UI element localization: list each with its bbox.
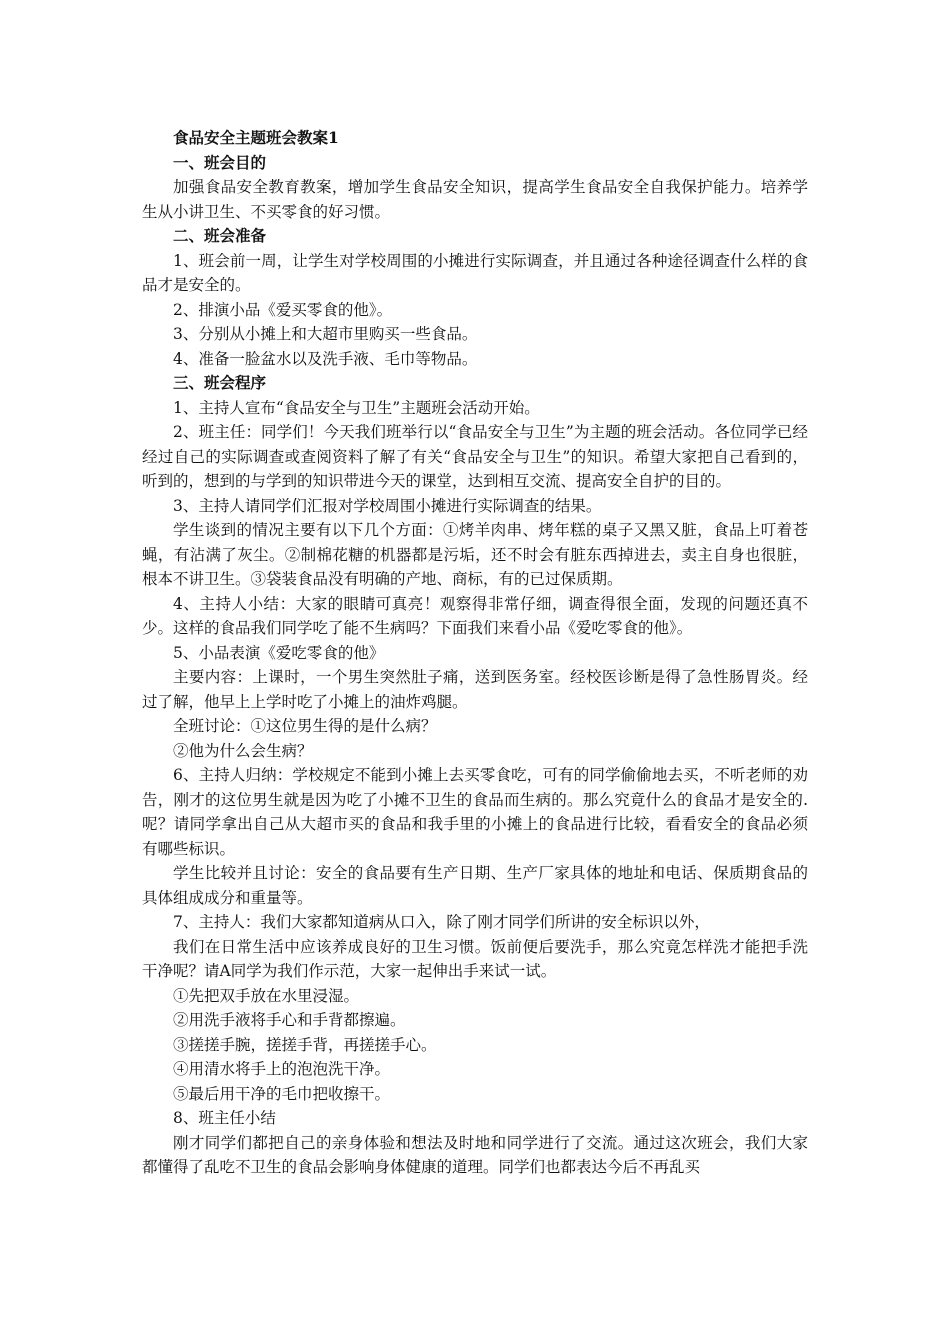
body-paragraph: ④用清水将手上的泡泡洗干净。	[173, 1060, 391, 1078]
body-paragraph: 学生谈到的情况主要有以下几个方面：①烤羊肉串、烤年糕的桌子又黑又脏，食品上叮着苍蝇，有沾满了灰尘。②制棉花糖的机器都是污垢，还不时会有脏东西掉进去，卖主自身也很脏，根本不讲卫生。③袋装食品没有明确的产地、商标，有的已过保质期。	[142, 521, 808, 588]
body-paragraph: 加强食品安全教育教案，增加学生食品安全知识，提高学生食品安全自我保护能力。培养学生从小讲卫生、不买零食的好习惯。	[142, 178, 808, 221]
document-title: 食品安全主题班会教案1	[173, 128, 339, 147]
section-heading: 三、班会程序	[173, 373, 267, 392]
body-paragraph: 6、主持人归纳：学校规定不能到小摊上去买零食吃，可有的同学偷偷地去买，不听老师的劝告，刚才的这位男生就是因为吃了小摊不卫生的食品而生病的。那么究竟什么的食品才是安全的.呢？请同学拿出自己从大超市买的食品和我手里的小摊上的食品进行比较，看看安全的食品必须有哪些标识。	[142, 766, 808, 858]
body-paragraph: 刚才同学们都把自己的亲身体验和想法及时地和同学进行了交流。通过这次班会，我们大家都懂得了乱吃不卫生的食品会影响身体健康的道理。同学们也都表达今后不再乱买	[142, 1133, 808, 1176]
body-paragraph: 全班讨论：①这位男生得的是什么病？	[173, 717, 437, 735]
body-paragraph: 3、分别从小摊上和大超市里购买一些食品。	[173, 325, 478, 343]
body-paragraph: ②用洗手液将手心和手背都擦遍。	[173, 1011, 406, 1029]
body-paragraph: 4、主持人小结：大家的眼睛可真亮！观察得非常仔细，调查得很全面，发现的问题还真不少。这样的食品我们同学吃了能不生病吗？下面我们来看小品《爱吃零食的他》。	[142, 594, 808, 637]
section-heading: 二、班会准备	[173, 226, 267, 245]
body-paragraph: 2、排演小品《爱买零食的他》。	[173, 300, 393, 319]
body-paragraph: 主要内容：上课时，一个男生突然肚子痛，送到医务室。经校医诊断是得了急性肠胃炎。经过了解，他早上上学时吃了小摊上的油炸鸡腿。	[142, 668, 808, 711]
body-paragraph: ⑤最后用干净的毛巾把收擦干。	[173, 1084, 391, 1103]
body-paragraph: 1、班会前一周，让学生对学校周围的小摊进行实际调查，并且通过各种途径调查什么样的食品才是安全的。	[142, 251, 808, 294]
body-paragraph: ③搓搓手腕，搓搓手背，再搓搓手心。	[173, 1035, 437, 1054]
body-paragraph: 8、班主任小结	[173, 1109, 276, 1127]
section-heading: 一、班会目的	[173, 152, 267, 172]
body-paragraph: ①先把双手放在水里浸湿。	[173, 986, 360, 1005]
body-paragraph: 2、班主任：同学们！今天我们班举行以“食品安全与卫生”为主题的班会活动。各位同学已经经过自己的实际调查或查阅资料了解了有关“食品安全与卫生”的知识。希望大家把自己看到的，听到的，想到的与学到的知识带进今天的课堂，达到相互交流、提高安全自护的目的。	[142, 423, 808, 490]
body-paragraph: 4、准备一脸盆水以及洗手液、毛巾等物品。	[173, 349, 478, 368]
body-paragraph: 3、主持人请同学们汇报对学校周围小摊进行实际调查的结果。	[173, 496, 602, 515]
body-paragraph: 1、主持人宣布“食品安全与卫生”主题班会活动开始。	[173, 398, 540, 417]
body-paragraph: 学生比较并且讨论：安全的食品要有生产日期、生产厂家具体的地址和电话、保质期食品的具体组成成分和重量等。	[142, 864, 808, 907]
body-paragraph: 我们在日常生活中应该养成良好的卫生习惯。饭前便后要洗手，那么究竟怎样洗才能把手洗干净呢？请A同学为我们作示范，大家一起伸出手来试一试。	[142, 937, 808, 980]
document-body	[142, 126, 808, 1180]
body-paragraph: ②他为什么会生病？	[173, 741, 313, 760]
body-paragraph: 7、主持人：我们大家都知道病从口入，除了刚才同学们所讲的安全标识以外，	[173, 913, 710, 931]
body-paragraph: 5、小品表演《爱吃零食的他》	[173, 643, 385, 662]
